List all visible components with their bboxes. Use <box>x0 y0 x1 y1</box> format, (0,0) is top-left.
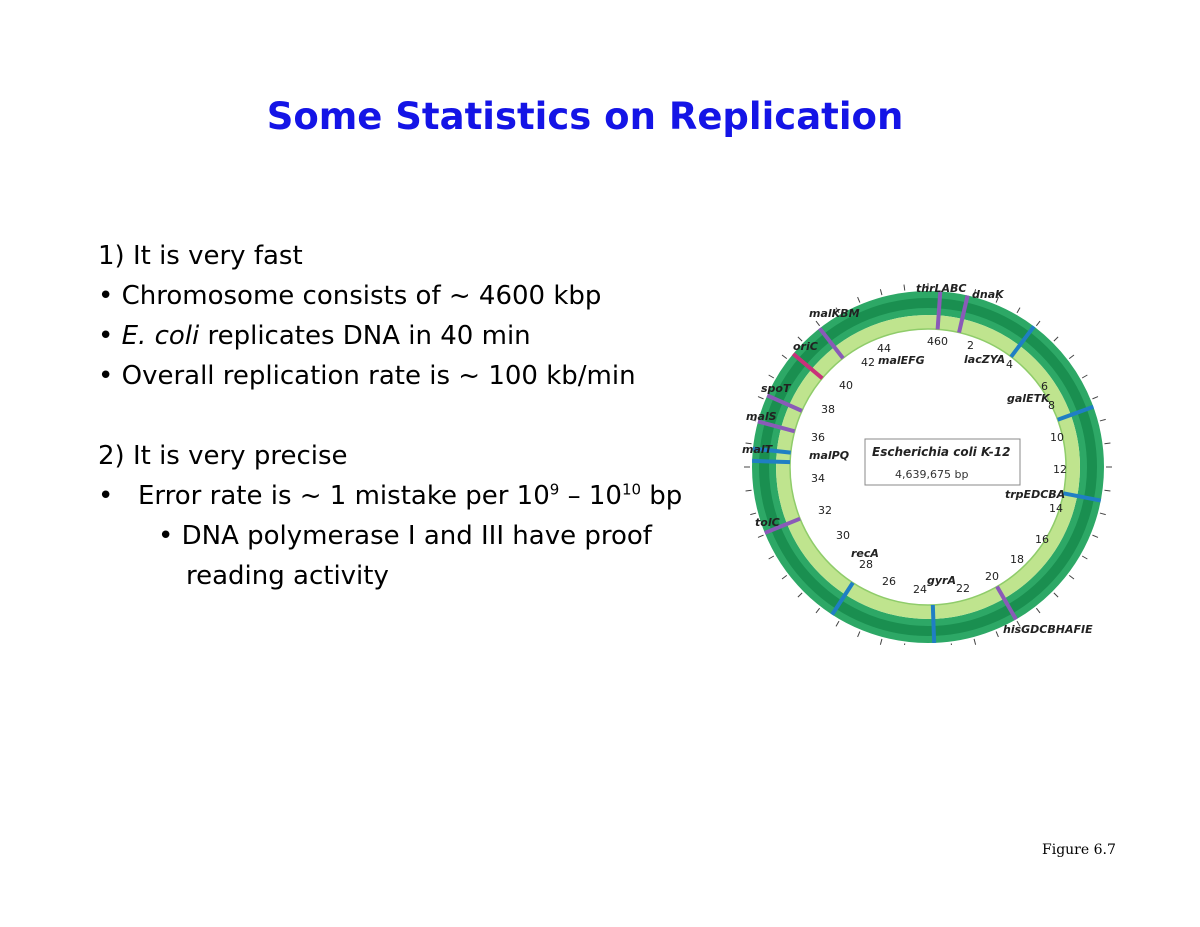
bullet-error-rate <box>98 476 738 516</box>
gene-label-malPQ: malPQ <box>809 449 850 462</box>
tick-mark <box>951 643 952 645</box>
gene-label-malS: malS <box>746 410 777 423</box>
tick-mark <box>1104 443 1110 444</box>
exponent-9: 9 <box>549 480 560 499</box>
number-label: 40 <box>839 379 853 392</box>
gene-marker <box>938 291 941 329</box>
species-name: E. coli <box>121 321 200 351</box>
number-label: 36 <box>811 431 825 444</box>
number-label: 32 <box>818 504 832 517</box>
section1-heading: 1) It is very fast <box>98 241 303 271</box>
tick-mark <box>758 397 764 399</box>
gene-label-trpEDCBA: trpEDCBA <box>1005 488 1066 501</box>
gene-label-gyrA: gyrA <box>927 574 956 587</box>
tick-mark <box>782 575 787 579</box>
number-label: 26 <box>882 575 896 588</box>
number-label: 10 <box>1050 431 1064 444</box>
tick-mark <box>758 535 764 537</box>
ecoli-chromosome-map <box>735 275 1115 645</box>
bullet-text: replicates DNA in 40 min <box>199 321 531 351</box>
page-title: Some Statistics on Replication <box>266 95 904 138</box>
tick-mark <box>746 490 752 491</box>
number-label: 2 <box>967 339 974 352</box>
spacer <box>98 396 738 436</box>
gene-label-spoT: spoT <box>761 382 791 395</box>
sub-bullet-text: DNA polymerase I and III have proof <box>173 521 652 551</box>
bullet: • <box>98 481 114 511</box>
tick-mark <box>1069 575 1074 579</box>
gene-label-recA: recA <box>851 547 879 560</box>
tick-mark <box>816 321 820 326</box>
number-label: 44 <box>877 342 891 355</box>
tick-mark <box>816 608 820 613</box>
error-text-mid: – 10 <box>559 481 622 511</box>
gene-marker <box>933 605 934 643</box>
bullet-ecoli <box>98 316 738 356</box>
tick-mark <box>1017 308 1020 313</box>
section2-heading: 2) It is very precise <box>98 441 348 471</box>
bullet-rate <box>98 356 738 396</box>
tick-mark <box>798 593 802 597</box>
tick-mark <box>769 375 774 378</box>
error-text-pre: Error rate is ~ 1 mistake per 10 <box>138 481 550 511</box>
tick-mark <box>880 289 882 295</box>
number-label: 6 <box>1041 380 1048 393</box>
tick-mark <box>1036 321 1040 326</box>
tick-mark <box>1104 490 1110 491</box>
number-label: 22 <box>956 582 970 595</box>
bullet-chromosome <box>98 276 738 316</box>
bullet: • <box>98 281 114 311</box>
figure-label: Figure 6.7 <box>1042 842 1116 858</box>
tick-mark <box>974 639 976 645</box>
bullet-text: Chromosome consists of ~ 4600 kbp <box>121 281 602 311</box>
gene-label-tolC: tolC <box>755 516 780 529</box>
tick-mark <box>858 297 860 303</box>
bullet: • <box>98 321 114 351</box>
tick-mark <box>836 621 839 626</box>
tick-mark <box>1082 375 1087 378</box>
tick-mark <box>1069 355 1074 359</box>
tick-mark <box>904 643 905 645</box>
gene-label-hisGDCBHAFIE: hisGDCBHAFIE <box>1003 623 1093 636</box>
tick-mark <box>996 631 998 637</box>
tick-mark <box>858 631 860 637</box>
tick-mark <box>782 355 787 359</box>
tick-mark <box>1054 593 1058 597</box>
number-label: 38 <box>821 403 835 416</box>
bullet: • <box>98 361 114 391</box>
tick-mark <box>769 556 774 559</box>
sub-bullet-polymerase <box>98 516 738 556</box>
number-label: 28 <box>859 558 873 571</box>
number-label: 8 <box>1048 399 1055 412</box>
gene-label-lacZYA: lacZYA <box>964 353 1006 366</box>
error-text-post: bp <box>641 481 683 511</box>
gene-label-dnaK: dnaK <box>972 288 1004 301</box>
gene-label-malKBM: malKBM <box>809 307 860 320</box>
body-text <box>98 236 738 596</box>
tick-mark <box>750 513 756 515</box>
gene-label-malEFG: malEFG <box>878 354 925 367</box>
number-label: 42 <box>861 356 875 369</box>
tick-mark <box>880 639 882 645</box>
gene-label-thrLABC: thrLABC <box>916 282 967 295</box>
genome-name: Escherichia coli K-12 <box>872 445 1011 459</box>
tick-mark <box>1092 535 1098 537</box>
number-label: 20 <box>985 570 999 583</box>
number-label: 24 <box>913 583 927 596</box>
number-label: 460 <box>927 335 948 348</box>
bullet-text: Overall replication rate is ~ 100 kb/min <box>121 361 636 391</box>
gene-marker <box>752 461 790 462</box>
tick-mark <box>1082 556 1087 559</box>
gene-label-oriC: oriC <box>793 340 818 353</box>
number-label: 4 <box>1006 358 1013 371</box>
number-label: 18 <box>1010 553 1024 566</box>
number-label: 30 <box>836 529 850 542</box>
number-label: 12 <box>1053 463 1067 476</box>
number-label: 16 <box>1035 533 1049 546</box>
number-label: 14 <box>1049 502 1063 515</box>
sub-bullet-continuation: reading activity <box>186 561 389 591</box>
gene-label-galETK: galETK <box>1007 392 1050 405</box>
tick-mark <box>1100 513 1106 515</box>
exponent-10: 10 <box>621 480 642 499</box>
tick-mark <box>1036 608 1040 613</box>
bullet: • <box>158 521 174 551</box>
genome-size: 4,639,675 bp <box>895 468 969 481</box>
number-label: 34 <box>811 472 825 485</box>
gene-label-malT: malT <box>742 443 773 456</box>
tick-mark <box>1092 397 1098 399</box>
tick-mark <box>904 285 905 291</box>
tick-mark <box>1100 419 1106 421</box>
tick-mark <box>1054 337 1058 341</box>
